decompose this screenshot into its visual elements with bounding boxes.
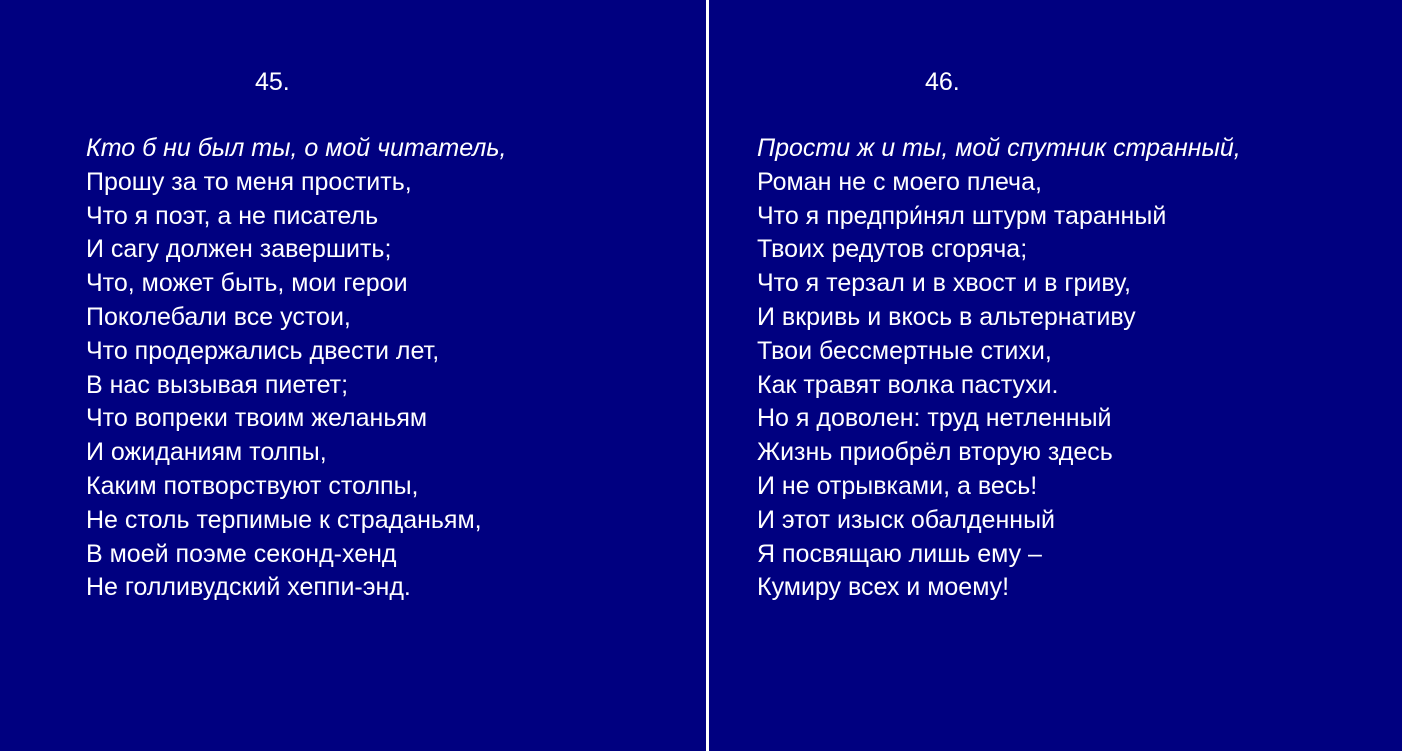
verse-line: Твоих редутов сгоряча; — [757, 235, 1028, 264]
verse-line: Что я поэт, а не писатель — [86, 201, 379, 230]
stanza-lines — [757, 132, 1241, 605]
verse-line: И сагу должен завершить; — [86, 235, 392, 264]
verse-line: Что продержались двести лет, — [86, 336, 440, 365]
verse-line: Я посвящаю лишь ему – — [757, 539, 1042, 568]
verse-line: И не отрывками, а весь! — [757, 471, 1038, 500]
verse-line: Что, может быть, мои герои — [86, 269, 408, 298]
verse-line: Что я терзал и в хвост и в гриву, — [757, 269, 1131, 298]
verse-line: Каким потворствуют столпы, — [86, 471, 419, 500]
verse-line: Роман не с моего плеча, — [757, 167, 1042, 196]
stanza-number: 45. — [255, 68, 290, 96]
verse-line: Кумиру всех и моему! — [757, 573, 1010, 602]
verse-line: Не столь терпимые к страданьям, — [86, 505, 482, 534]
verse-line: И ожиданиям толпы, — [86, 438, 327, 467]
verse-line: Но я доволен: труд нетленный — [757, 404, 1112, 433]
stanza-46-panel — [709, 0, 1402, 751]
verse-line: Поколебали все устои, — [86, 302, 351, 331]
verse-line: Что вопреки твоим желаньям — [86, 404, 428, 433]
stanza-lines — [86, 132, 506, 605]
verse-line: Прошу за то меня простить, — [86, 167, 412, 196]
verse-line: Твои бессмертные стихи, — [757, 336, 1052, 365]
verse-line: Прости ж и ты, мой спутник странный, — [757, 134, 1241, 162]
verse-line: Как травят волка пастухи. — [757, 370, 1059, 399]
verse-line: И этот изыск обалденный — [757, 505, 1055, 534]
verse-line: И вкривь и вкось в альтернативу — [757, 302, 1136, 331]
verse-line: Не голливудский хеппи-энд. — [86, 573, 411, 602]
verse-line: Что я предпри́нял штурм таранный — [757, 201, 1167, 230]
verse-line: Кто б ни был ты, о мой читатель, — [86, 134, 507, 162]
verse-line: Жизнь приобрёл вторую здесь — [757, 438, 1113, 467]
verse-line: В моей поэме секонд-хенд — [86, 539, 397, 568]
verse-line: В нас вызывая пиетет; — [86, 370, 349, 399]
stanza-number: 46. — [925, 68, 960, 96]
